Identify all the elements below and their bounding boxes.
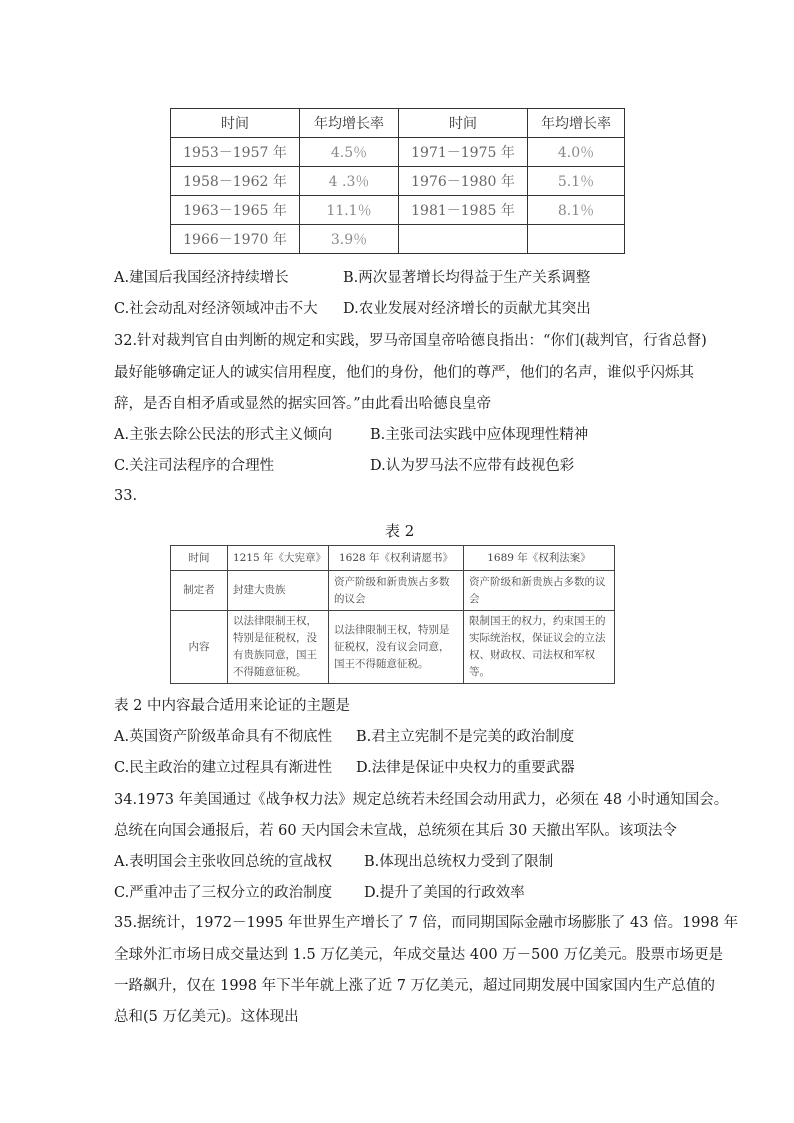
period-cell: 1971－1975 年 bbox=[399, 138, 528, 167]
period-cell: 1953－1957 年 bbox=[171, 138, 300, 167]
rate-cell: 8.1％ bbox=[528, 196, 625, 225]
rate-cell: 4.0％ bbox=[528, 138, 625, 167]
table-cell: 以法律限制王权，特别是征税权，没有贵族同意，国王不得随意征税。 bbox=[228, 611, 329, 684]
q34-stem-line-2: 总统在向国会通报后，若 60 天内国会未宣战，总统须在其后 30 天撤出军队。该项法令 bbox=[114, 823, 677, 839]
table-row bbox=[171, 196, 625, 225]
period-cell: 1981－1985 年 bbox=[399, 196, 528, 225]
q35-stem-line-1: 35.据统计，1972－1995 年世界生产增长了 7 倍，而同期国际金融市场膨胀了 43 倍。1998 年 bbox=[114, 915, 739, 931]
header-bill-of-rights: 1689 年《权利法案》 bbox=[464, 546, 615, 571]
rate-cell bbox=[528, 225, 625, 254]
table-row bbox=[171, 571, 615, 611]
q32-stem-line-1: 32.针对裁判官自由判断的规定和实践，罗马帝国皇帝哈德良指出：“你们(裁判官，行省总督) bbox=[114, 333, 707, 349]
q32-option-a: A.主张去除公民法的形式主义倾向 bbox=[114, 427, 333, 443]
q35-stem-line-3: 一路飙升，仅在 1998 年下半年就上涨了近 7 万亿美元，超过同期发展中国家国内生产总值的 bbox=[114, 978, 716, 994]
table-cell: 资产阶级和新贵族占多数的议会 bbox=[464, 571, 615, 611]
header-period-2: 时间 bbox=[399, 109, 528, 138]
table-row bbox=[171, 167, 625, 196]
table-cell: 封建大贵族 bbox=[228, 571, 329, 611]
q33-stem: 表 2 中内容最合适用来论证的主题是 bbox=[114, 698, 350, 714]
q33-option-c: C.民主政治的建立过程具有渐进性 bbox=[114, 760, 333, 776]
q33-option-b: B.君主立宪制不是完美的政治制度 bbox=[356, 729, 575, 745]
q32-option-c: C.关注司法程序的合理性 bbox=[114, 458, 275, 474]
q32-option-d: D.认为罗马法不应带有歧视色彩 bbox=[370, 458, 575, 474]
q34-option-a: A.表明国会主张收回总统的宣战权 bbox=[114, 854, 333, 870]
header-rate-1: 年均增长率 bbox=[300, 109, 399, 138]
rate-cell: 11.1％ bbox=[300, 196, 399, 225]
row-label: 内容 bbox=[171, 611, 228, 684]
header-rate-2: 年均增长率 bbox=[528, 109, 625, 138]
table-cell: 限制国王的权力，约束国王的实际统治权，保证议会的立法权、财政权、司法权和军权等。 bbox=[464, 611, 615, 684]
period-cell: 1963－1965 年 bbox=[171, 196, 300, 225]
charter-table bbox=[170, 545, 615, 684]
header-magna-carta: 1215 年《大宪章》 bbox=[228, 546, 329, 571]
header-petition-of-right: 1628 年《权利请愿书》 bbox=[329, 546, 464, 571]
rate-cell: 4 .3％ bbox=[300, 167, 399, 196]
table-header-row bbox=[171, 546, 615, 571]
q34-option-c: C.严重冲击了三权分立的政治制度 bbox=[114, 885, 333, 901]
q31-option-d: D.农业发展对经济增长的贡献尤其突出 bbox=[343, 301, 591, 317]
growth-rate-table bbox=[170, 108, 625, 254]
header-time: 时间 bbox=[171, 546, 228, 571]
q33-option-d: D.法律是保证中央权力的重要武器 bbox=[356, 760, 575, 776]
q34-stem-line-1: 34.1973 年美国通过《战争权力法》规定总统若未经国会动用武力，必须在 48 小时通知国会。 bbox=[114, 792, 729, 808]
period-cell: 1966－1970 年 bbox=[171, 225, 300, 254]
q32-option-b: B.主张司法实践中应体现理性精神 bbox=[370, 427, 589, 443]
period-cell: 1976－1980 年 bbox=[399, 167, 528, 196]
rate-cell: 4.5％ bbox=[300, 138, 399, 167]
table-row bbox=[171, 225, 625, 254]
q33-option-a: A.英国资产阶级革命具有不彻底性 bbox=[114, 729, 333, 745]
q31-option-b: B.两次显著增长均得益于生产关系调整 bbox=[343, 270, 591, 286]
rate-cell: 3.9％ bbox=[300, 225, 399, 254]
table-cell: 以法律限制王权，特别是征税权，没有议会同意，国王不得随意征税。 bbox=[329, 611, 464, 684]
q35-stem-line-4: 总和(5 万亿美元)。这体现出 bbox=[114, 1009, 299, 1025]
q34-option-b: B.体现出总统权力受到了限制 bbox=[364, 854, 554, 870]
q35-stem-line-2: 全球外汇市场日成交量达到 1.5 万亿美元，年成交量达 400 万－500 万亿美元。股票市场更是 bbox=[114, 947, 723, 963]
q32-stem-line-2: 最好能够确定证人的诚实信用程度，他们的身份，他们的尊严，他们的名声，谁似乎闪烁其 bbox=[114, 365, 694, 381]
table-header-row bbox=[171, 109, 625, 138]
q31-option-a: A.建国后我国经济持续增长 bbox=[114, 270, 289, 286]
row-label: 制定者 bbox=[171, 571, 228, 611]
period-cell: 1958－1962 年 bbox=[171, 167, 300, 196]
q32-stem-line-3: 辞，是否自相矛盾或显然的据实回答。”由此看出哈德良皇帝 bbox=[114, 396, 492, 412]
q31-option-c: C.社会动乱对经济领域冲击不大 bbox=[114, 301, 318, 317]
q33-number: 33. bbox=[114, 488, 138, 504]
table-row bbox=[171, 138, 625, 167]
header-period-1: 时间 bbox=[171, 109, 300, 138]
q34-option-d: D.提升了美国的行政效率 bbox=[364, 885, 525, 901]
rate-cell: 5.1％ bbox=[528, 167, 625, 196]
period-cell bbox=[399, 225, 528, 254]
table-row bbox=[171, 611, 615, 684]
table-caption: 表 2 bbox=[385, 522, 415, 540]
table-cell: 资产阶级和新贵族占多数的议会 bbox=[329, 571, 464, 611]
